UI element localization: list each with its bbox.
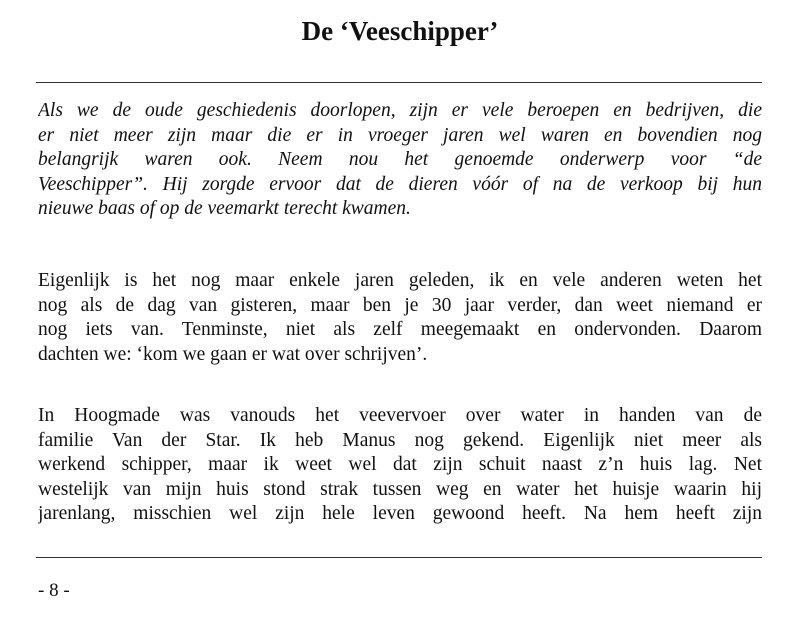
paragraph-line: Eigenlijk is het nog maar enkele jaren geleden, ik en vele anderen weten het [38,270,762,291]
intro-line: belangrijk waren ook. Neem nou het genoemde onderwerp voor “de [38,149,762,170]
body-paragraph-1 [38,269,762,367]
top-divider [36,82,762,83]
paragraph-line: jarenlang, misschien wel zijn hele leven gewoond heeft. Na hem heeft zijn [38,503,762,524]
intro-line: Veeschipper”. Hij zorgde ervoor dat de dieren vóór of na de verkoop bij hun [38,173,762,195]
paragraph-line: nog iets van. Tenminste, niet als zelf meegemaakt en ondervonden. Daarom [38,319,762,340]
intro-line: er niet meer zijn maar die er in vroeger jaren wel waren en bovendien nog [38,124,762,146]
paragraph-line: dachten we: ‘kom we gaan er wat over schrijven’. [38,343,428,365]
page-title: De ‘Veeschipper’ [301,16,499,46]
paragraph-line: In Hoogmade was vanouds het veevervoer over water in handen van de [38,405,762,426]
intro-paragraph [38,99,762,222]
paragraph-line: westelijk van mijn huis stond strak tussen weg en water het huisje waarin hij [38,478,762,500]
bottom-divider [36,557,762,558]
page-number: - 8 - [38,580,70,601]
intro-line: Als we de oude geschiedenis doorlopen, zijn er vele beroepen en bedrijven, die [38,100,762,121]
body-paragraph-2 [38,404,762,527]
paragraph-line: familie Van der Star. Ik heb Manus nog gekend. Eigenlijk niet meer als [38,429,762,451]
intro-line: nieuwe baas of op de veemarkt terecht kwamen. [38,198,411,219]
paragraph-line: nog als de dag van gisteren, maar ben je 30 jaar verder, dan weet niemand er [38,294,762,316]
paragraph-line: werkend schipper, maar ik weet wel dat zijn schuit naast z’n huis lag. Net [38,454,762,475]
